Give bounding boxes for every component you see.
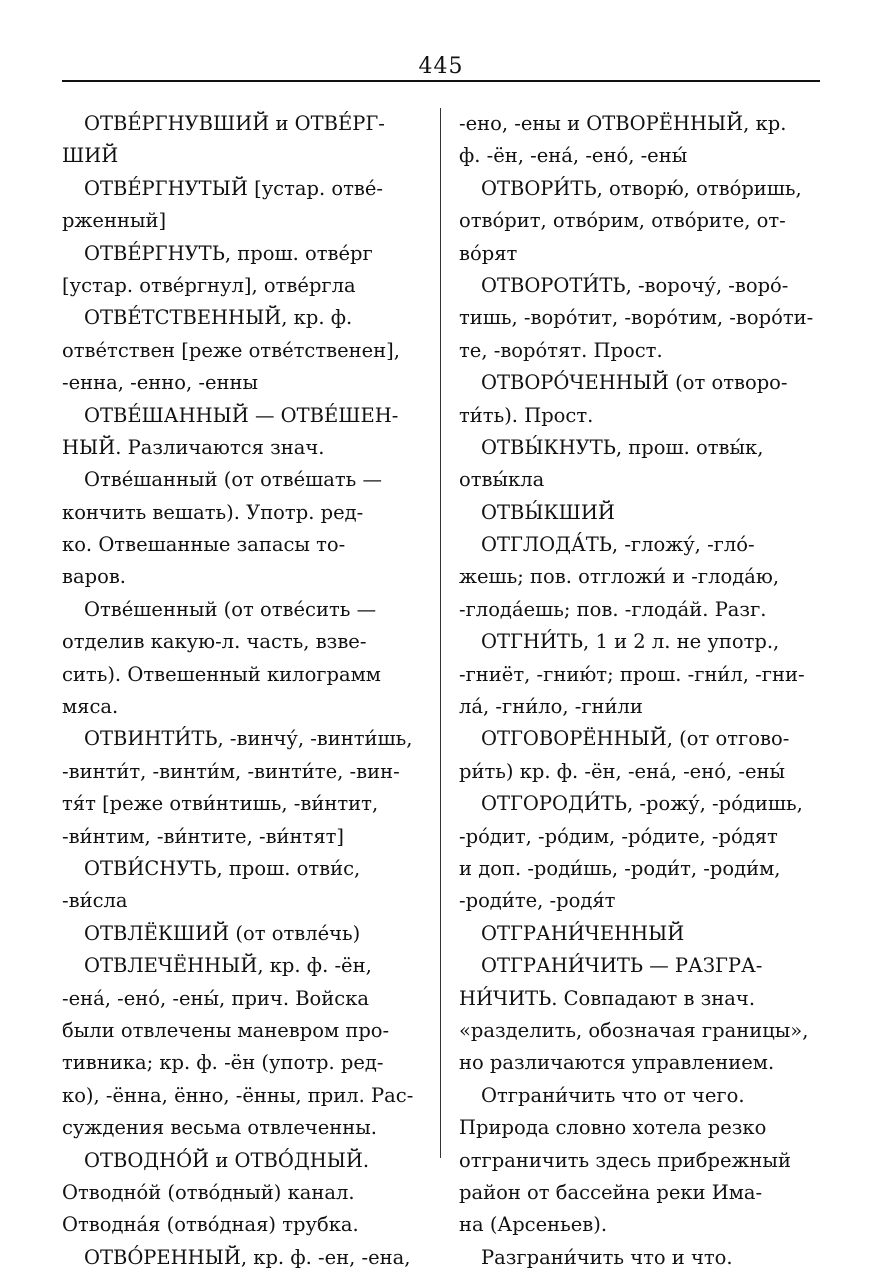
right-column [459, 108, 819, 1274]
left-column [62, 108, 422, 1274]
dictionary-line: жешь; пов. отгложи́ и -глода́ю, [459, 565, 780, 589]
dictionary-line: ОТВОРО́ЧЕННЫЙ (от отворо- [481, 371, 788, 395]
dictionary-line: -енна, -енно, -енны [62, 371, 259, 395]
dictionary-line: кончить вешать). Употр. ред- [62, 500, 364, 524]
dictionary-line: отве́тствен [реже отве́тственен], [62, 338, 400, 362]
dictionary-line: НЫЙ. Различаются знач. [62, 435, 325, 459]
dictionary-line: тишь, -воро́тит, -воро́тим, -воро́ти- [459, 306, 814, 330]
dictionary-line: ОТВЕ́РГНУВШИЙ и ОТВЕ́РГ- [84, 112, 385, 135]
dictionary-line: ри́ть) кр. ф. -ён, -ена́, -ено́, -ены́ [459, 759, 785, 783]
dictionary-line: отграничить здесь прибрежный [459, 1148, 791, 1172]
dictionary-line: Отве́шанный (от отве́шать — [84, 468, 382, 492]
dictionary-line: ШИЙ [62, 144, 119, 168]
dictionary-line: -ена́, -ено́, -ены́, прич. Войска [62, 986, 370, 1010]
dictionary-line: Природа словно хотела резко [459, 1116, 767, 1140]
dictionary-line: ОТГРАНИ́ЧИТЬ — РАЗГРА- [481, 954, 763, 978]
dictionary-line: на (Арсеньев). [459, 1213, 608, 1237]
dictionary-line: Отводно́й (отво́дный) канал. [62, 1180, 355, 1204]
column-divider [440, 108, 441, 1158]
dictionary-line: ОТВЫ́КНУТЬ, прош. отвы́к, [481, 435, 764, 459]
dictionary-line: ко), -ённа, ённо, -ённы, прил. Рас- [62, 1083, 414, 1107]
dictionary-line: во́рят [459, 241, 518, 265]
dictionary-line: ОТГОВОРЁННЫЙ, (от отгово- [481, 727, 790, 751]
dictionary-line: отво́рит, отво́рим, отво́рите, от- [459, 209, 786, 233]
dictionary-line: варов. [62, 565, 127, 589]
dictionary-line: ОТВИНТИ́ТЬ, -винчу́, -винти́шь, [84, 727, 413, 751]
dictionary-line: ОТВО́РЕННЫЙ, кр. ф. -ен, -ена, [84, 1245, 411, 1269]
dictionary-line: суждения весьма отвлеченны. [62, 1116, 377, 1140]
dictionary-line: тя́т [реже отви́нтишь, -ви́нтит, [62, 792, 379, 816]
dictionary-line: ОТГНИ́ТЬ, 1 и 2 л. не употр., [481, 630, 780, 654]
dictionary-line: ОТВЛЁКШИЙ (от отвле́чь) [84, 921, 361, 945]
dictionary-line: рженный] [62, 209, 167, 233]
dictionary-line: ла́, -гни́ло, -гни́ли [459, 695, 643, 719]
dictionary-line: сить). Отвешенный килограмм [62, 662, 381, 686]
dictionary-line: -ви́сла [62, 889, 128, 913]
dictionary-line: ОТВЛЕЧЁННЫЙ, кр. ф. -ён, [84, 954, 372, 978]
dictionary-line: ОТГЛОДА́ТЬ, -гложу́, -гло́- [481, 533, 755, 557]
dictionary-line: -ви́нтим, -ви́нтите, -ви́нтят] [62, 824, 345, 848]
dictionary-line: Отве́шенный (от отве́сить — [84, 597, 377, 621]
dictionary-line: ОТВЕ́РГНУТЫЙ [устар. отве́- [84, 176, 384, 200]
dictionary-line: те, -воро́тят. Прост. [459, 338, 663, 362]
dictionary-line: ти́ть). Прост. [459, 403, 594, 427]
dictionary-line: район от бассейна реки Има- [459, 1180, 763, 1204]
dictionary-line: ОТГОРОДИ́ТЬ, -рожу́, -ро́дишь, [481, 792, 803, 816]
dictionary-line: -глода́ешь; пов. -глода́й. Разг. [459, 597, 767, 621]
dictionary-line: отделив какую-л. часть, взве- [62, 630, 367, 654]
dictionary-line: тивника; кр. ф. -ён (употр. ред- [62, 1051, 384, 1075]
dictionary-line: ОТВИ́СНУТЬ, прош. отви́с, [84, 856, 361, 880]
header-rule [62, 80, 820, 82]
dictionary-line: ОТВЕ́ШАННЫЙ — ОТВЕ́ШЕН- [84, 403, 399, 427]
dictionary-line: отвы́кла [459, 468, 545, 492]
dictionary-line: Отводна́я (отво́дная) трубка. [62, 1213, 359, 1237]
dictionary-line: -гниёт, -гнию́т; прош. -гни́л, -гни- [459, 662, 805, 686]
dictionary-line: ОТВЫ́КШИЙ [481, 500, 615, 524]
dictionary-line: [устар. отве́ргнул], отве́ргла [62, 273, 356, 297]
dictionary-line: и доп. -роди́шь, -роди́т, -роди́м, [459, 856, 781, 880]
page-number: 445 [418, 54, 464, 79]
dictionary-line: ОТВЕ́РГНУТЬ, прош. отве́рг [84, 241, 373, 265]
dictionary-line: -ено, -ены и ОТВОРЁННЫЙ, кр. [459, 112, 787, 135]
dictionary-line: Отграни́чить что от чего. [481, 1083, 745, 1107]
dictionary-line: НИ́ЧИТЬ. Совпадают в знач. [459, 986, 756, 1010]
dictionary-line: -ро́дит, -ро́дим, -ро́дите, -ро́дят [459, 824, 778, 848]
dictionary-line: мяса. [62, 695, 119, 719]
dictionary-line: «разделить, обозначая границы», [459, 1018, 809, 1042]
dictionary-line: ОТВЕ́ТСТВЕННЫЙ, кр. ф. [84, 306, 353, 330]
dictionary-line: ОТВОДНО́Й и ОТВО́ДНЫЙ. [84, 1148, 370, 1172]
dictionary-line: -винти́т, -винти́м, -винти́те, -вин- [62, 759, 400, 783]
dictionary-line: ОТВОРОТИ́ТЬ, -ворочу́, -воро́- [481, 273, 789, 297]
dictionary-line: -роди́те, -родя́т [459, 889, 616, 913]
dictionary-line: ко. Отвешанные запасы то- [62, 533, 346, 557]
dictionary-line: ф. -ён, -ена́, -ено́, -ены́ [459, 144, 688, 168]
dictionary-line: но различаются управлением. [459, 1051, 775, 1075]
dictionary-line: Разграни́чить что и что. [481, 1245, 733, 1269]
dictionary-line: были отвлечены маневром про- [62, 1018, 390, 1042]
dictionary-line: ОТГРАНИ́ЧЕННЫЙ [481, 921, 685, 945]
dictionary-line: ОТВОРИ́ТЬ, отворю́, отво́ришь, [481, 176, 802, 200]
